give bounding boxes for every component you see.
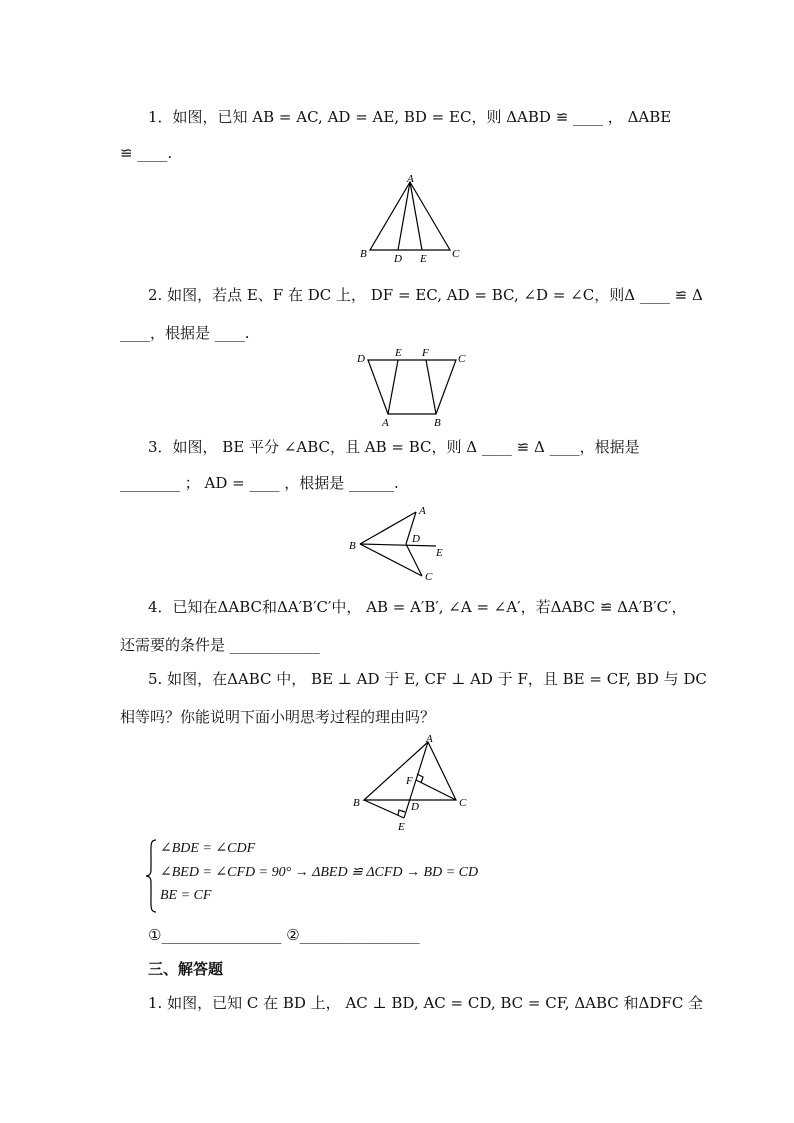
- q3-figure: [346, 500, 456, 588]
- proof-line-1: ∠BDE = ∠CDF: [160, 841, 256, 856]
- q1-label-e: E: [420, 253, 427, 265]
- q5-triangle: [364, 742, 456, 800]
- q5-segment-cf: [416, 780, 456, 800]
- q3-label-d: D: [412, 533, 420, 545]
- q5-answer-blanks: ①________________ ②________________: [148, 926, 420, 944]
- q3-label-c: C: [425, 571, 433, 583]
- q3-line1: 3．如图， BE 平分 ∠ABC，且 AB = BC，则 Δ ____ ≌ Δ ____，根据是: [148, 438, 640, 456]
- q1-figure: [350, 172, 470, 267]
- q3-segment-bc: [360, 544, 422, 576]
- q2-label-a: A: [382, 417, 389, 428]
- q5-line2: 相等吗？你能说明下面小明思考过程的理由吗？: [120, 708, 436, 726]
- q1-label-c: C: [452, 248, 460, 260]
- q1-line1: 1．如图，已知 AB = AC, AD = AE, BD = EC，则 ΔABD ≌ ____ ， ΔABE: [148, 108, 672, 126]
- q2-label-b: B: [434, 417, 441, 428]
- q5-line1: 5. 如图，在ΔABC 中， BE ⊥ AD 于 E, CF ⊥ AD 于 F，且 BE = CF, BD 与 DC: [148, 670, 707, 688]
- q2-label-d: D: [357, 353, 365, 365]
- q3-label-b: B: [349, 540, 356, 552]
- q2-label-f: F: [422, 347, 429, 359]
- q1-line2: ≌ ____.: [120, 144, 173, 162]
- proof-brace: [144, 838, 158, 914]
- q2-line2: ____，根据是 ____.: [120, 324, 250, 342]
- q2-figure: [352, 346, 472, 428]
- q5-label-c: C: [459, 797, 467, 809]
- q5-right-angle-e: [398, 810, 405, 815]
- proof-line-2: ∠BED = ∠CFD = 90° → ΔBED ≌ ΔCFD → BD = CD: [160, 865, 479, 880]
- q1-label-d: D: [394, 253, 402, 265]
- q5-figure: [346, 734, 476, 834]
- q2-segment-fb: [426, 360, 436, 414]
- q2-label-c: C: [458, 353, 466, 365]
- q3-line2: ________ ； AD = ____ ，根据是 ______.: [120, 474, 399, 492]
- q1-label-b: B: [360, 248, 367, 260]
- q5-segment-be: [364, 800, 404, 818]
- q4-line2: 还需要的条件是 ____________: [120, 636, 320, 654]
- q3-label-e: E: [436, 547, 443, 559]
- q2-segment-ea: [388, 360, 398, 414]
- q1-triangle: [370, 182, 450, 250]
- section3-q1: 1. 如图，已知 C 在 BD 上， AC ⊥ BD, AC = CD, BC = CF, ΔABC 和ΔDFC 全: [148, 994, 704, 1012]
- q5-label-d: D: [411, 801, 419, 813]
- q2-line1: 2. 如图，若点 E、F 在 DC 上， DF = EC, AD = BC, ∠D = ∠C，则Δ ____ ≌ Δ: [148, 286, 703, 304]
- q3-segment-be: [360, 544, 436, 546]
- q5-label-e: E: [398, 821, 405, 833]
- q4-line1: 4．已知在ΔABC和ΔA′B′C′中， AB = A′B′, ∠A = ∠A′，若ΔABC ≌ ΔA′B′C′，: [148, 598, 687, 616]
- q2-label-e: E: [395, 347, 402, 359]
- q5-label-f: F: [406, 775, 413, 787]
- proof-line-3: BE = CF: [160, 888, 212, 903]
- section-heading: 三、解答题: [148, 960, 224, 978]
- q1-label-a: A: [407, 173, 414, 185]
- q2-trapezoid: [368, 360, 456, 414]
- q5-label-a: A: [426, 734, 433, 745]
- q5-label-b: B: [353, 797, 360, 809]
- q3-label-a: A: [419, 505, 426, 517]
